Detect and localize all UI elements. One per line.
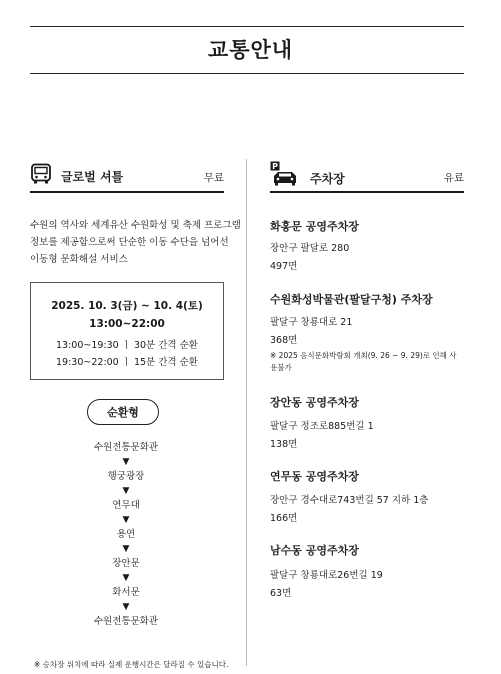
schedule-dates: 2025. 10. 3(금) ~ 10. 4(토)	[51, 300, 203, 312]
shuttle-footnote: ※ 승차장 위치에 따라 실제 운행시간은 달라질 수 있습니다.	[34, 660, 229, 669]
arrow-down-icon: ▼	[122, 486, 130, 496]
lot-note: ※ 2025 음식문화박람회 개최(9. 26 ~ 9. 29)로 인해 사용불가	[270, 351, 457, 372]
lot-spaces: 138면	[270, 439, 298, 450]
lot-spaces: 368면	[270, 335, 298, 346]
schedule-box	[30, 282, 224, 380]
route-type-badge: 순환형	[87, 399, 159, 425]
lot-name: 남수동 공영주차장	[270, 544, 359, 557]
lot-address: 장안구 경수대로743번길 57 지하 1층	[270, 495, 429, 506]
lot-address: 팔달구 정조로885번길 1	[270, 421, 374, 432]
parking-header	[270, 160, 464, 190]
route-stop: 연무대	[112, 500, 140, 511]
lot-name: 연무동 공영주차장	[270, 470, 359, 483]
lot-spaces: 497면	[270, 261, 298, 272]
route-stop: 장안문	[112, 558, 140, 569]
arrow-down-icon: ▼	[122, 544, 130, 554]
parking-fee: 유료	[443, 172, 464, 184]
column-divider	[246, 159, 247, 666]
shuttle-header	[30, 160, 224, 190]
route-stop: 행궁광장	[107, 471, 145, 482]
parking-title: 주차장	[310, 172, 345, 186]
lot-address: 팔달구 창룡대로 21	[270, 317, 353, 328]
route-stop: 화서문	[112, 587, 140, 598]
shuttle-description	[30, 217, 241, 268]
lot-name: 수원화성박물관(팔달구청) 주차장	[270, 293, 433, 306]
shuttle-fee: 무료	[203, 172, 224, 184]
lot-name: 화홍문 공영주차장	[270, 220, 359, 233]
parking-header-rule	[270, 191, 464, 193]
shuttle-header-rule	[30, 191, 224, 193]
top-rule	[30, 26, 464, 27]
shuttle-title: 글로벌 셔틀	[61, 170, 124, 184]
description-line: 수원의 역사와 세계유산 수원화성 및 축제 프로그램	[30, 220, 241, 231]
arrow-down-icon: ▼	[122, 602, 130, 612]
title-rule	[30, 73, 464, 74]
lot-name: 장안동 공영주차장	[270, 396, 359, 409]
route-stop: 수원전통문화관	[93, 616, 159, 627]
arrow-down-icon: ▼	[122, 573, 130, 583]
lot-address: 팔달구 창룡대로26번길 19	[270, 570, 383, 581]
route-stop: 수원전통문화관	[93, 442, 159, 453]
schedule-interval: 13:00~19:30 ㅣ 30분 간격 순환	[56, 340, 198, 351]
arrow-down-icon: ▼	[122, 457, 130, 467]
schedule-interval: 19:30~22:00 ㅣ 15분 간격 순환	[56, 357, 198, 368]
lot-address: 장안구 팔달로 280	[270, 243, 350, 254]
lot-spaces: 166면	[270, 513, 298, 524]
route-list	[30, 440, 222, 629]
description-line: 정보를 제공함으로써 단순한 이동 수단을 넘어선	[30, 237, 229, 248]
lot-spaces: 63면	[270, 588, 292, 599]
arrow-down-icon: ▼	[122, 515, 130, 525]
route-stop: 용연	[116, 529, 136, 540]
schedule-hours: 13:00~22:00	[89, 318, 165, 330]
svg-text:P: P	[272, 162, 278, 171]
parking-car-icon	[270, 161, 300, 191]
description-line: 이동형 문화해설 서비스	[30, 254, 128, 265]
page-title: 교통안내	[207, 38, 294, 62]
bus-icon	[30, 163, 52, 189]
